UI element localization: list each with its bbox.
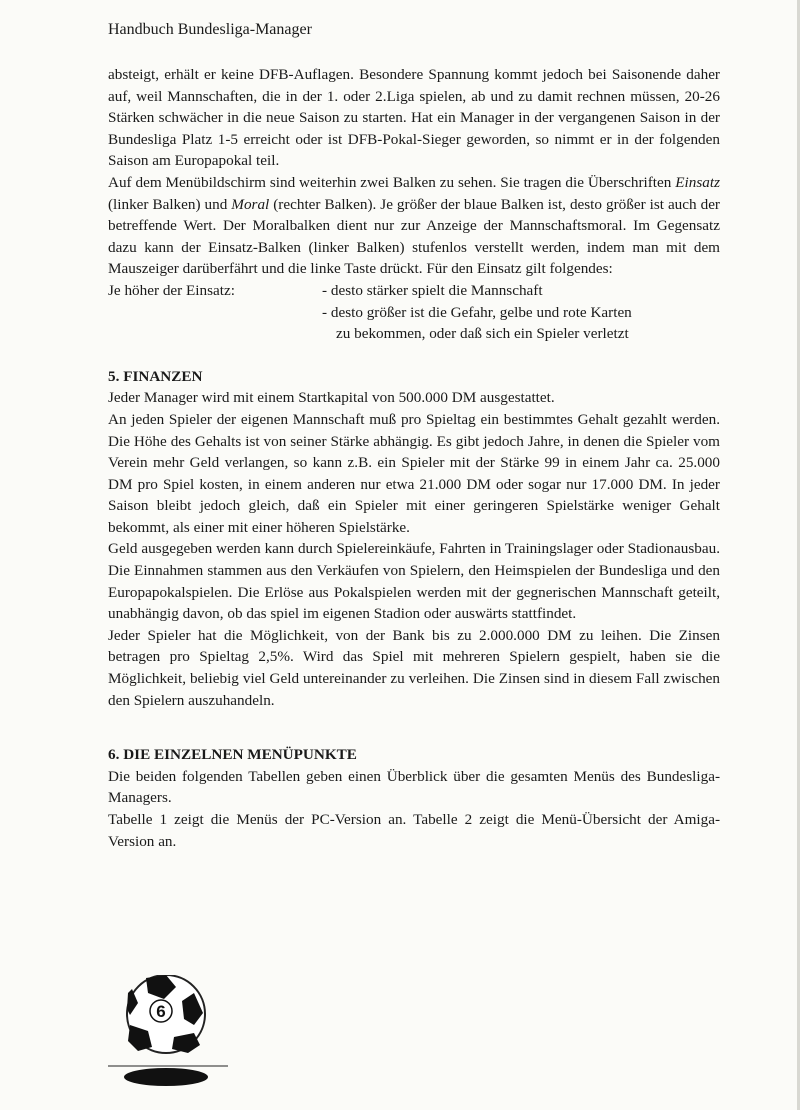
section-5-paragraph-4: Jeder Spieler hat die Möglichkeit, von der Bank bis zu 2.000.000 DM zu leihen. Die Zinsen betragen pro Spieltag 2,5%. Wird das Spiel mit mehreren Spielern gespielt, haben sie die Möglichkeit, beliebig viel Geld untereinander zu verleihen. Die Zinsen sind in diesem Fall zwischen den Spielern auszuhandeln. [108,626,720,709]
section-6-paragraph-1: Die beiden folgenden Tabellen geben einen Überblick über die gesamten Menüs des Bundesliga-Managers. [108,767,720,807]
moral-term: Moral [231,195,270,213]
intro-text-a: Auf dem Menübildschirm sind weiterhin zwei Balken zu sehen. Sie tragen die Überschriften [108,173,676,191]
einsatz-term: Einsatz [675,173,720,191]
section-5-paragraph-2: An jeden Spieler der eigenen Mannschaft muß pro Spieltag ein bestimmtes Gehalt gezahlt werden. Die Höhe des Gehalts ist von seiner Stärke abhängig. Es gibt jedoch Jahre, in denen die Spieler vom Verein mehr Geld verlangen, so kann z.B. ein Spieler mit der Stärke 99 in einem Jahr ca. 25.000 DM pro Spiel kosten, in einem anderen nur etwa 21.000 DM oder sogar nur 17.000 DM. In jeder Saison bleibt jedoch gleich, daß ein Spieler mit einer geringeren Spielstärke weniger Gehalt bekommt, als einer mit einer höheren Spielstärke. [108,410,720,536]
einsatz-effects [108,280,720,345]
effect-item-2-continued: zu bekommen, oder daß sich ein Spieler verletzt [336,325,629,343]
section-5-heading: 5. FINANZEN [108,367,203,385]
effect-item-2: - desto größer ist die Gefahr, gelbe und rote Karten [322,303,632,321]
section-6-heading: 6. DIE EINZELNEN MENÜPUNKTE [108,746,357,764]
intro-paragraph-2 [108,172,720,280]
section-5-paragraph-1: Jeder Manager wird mit einem Startkapital von 500.000 DM ausgestattet. [108,389,555,407]
einsatz-label: Je höher der Einsatz: [108,281,235,299]
page-body [108,64,720,852]
page-number-badge [108,975,238,1095]
section-5-paragraph-3: Geld ausgegeben werden kann durch Spielereinkäufe, Fahrten in Trainingslager oder Stadionausbau. Die Einnahmen stammen aus den Verkäufen von Spielern, den Heimspielen der Bundesliga und den Europapokalspielen. Die Erlöse aus Pokalspielen werden mit der gegnerischen Mannschaft geteilt, unabhängig davon, ob das spiel im eigenen Stadion oder auswärts stattfindet. [108,540,720,623]
intro-text-c: (rechter Balken). Je größer der blaue Balken ist, desto größer ist auch der betreffende Wert. Der Moralbalken dient nur zur Anzeige der Mannschaftsmoral. Im Gegensatz dazu kann der Einsatz-Balken (linker Balken) stufenlos verstellt werden, indem man mit dem Mauszeiger darüberfährt und die linke Taste drückt. Für den Einsatz gilt folgendes: [108,195,720,278]
intro-paragraph-1: absteigt, erhält er keine DFB-Auflagen. Besondere Spannung kommt jedoch bei Saisonende daher auf, weil Mannschaften, die in der 1. oder 2.Liga spielen, ab und zu damit rechnen müssen, 20-26 Stärken schwächer in die neue Saison zu starten. Hat ein Manager in der vergangenen Saison in der Bundesliga Platz 1-5 erreicht oder ist DFB-Pokal-Sieger geworden, so nimmt er in der folgenden Saison am Europapokal teil. [108,66,720,170]
page-number: 6 [156,1002,166,1021]
running-header: Handbuch Bundesliga-Manager [108,21,312,38]
section-6-paragraph-2: Tabelle 1 zeigt die Menüs der PC-Version an. Tabelle 2 zeigt die Menü-Übersicht der Amiga-Version an. [108,811,720,850]
einsatz-effects-list [322,280,720,345]
soccer-ball-icon [108,975,238,1095]
intro-text-b: (linker Balken) und [108,195,232,213]
effect-item-1: - desto stärker spielt die Mannschaft [322,281,543,299]
